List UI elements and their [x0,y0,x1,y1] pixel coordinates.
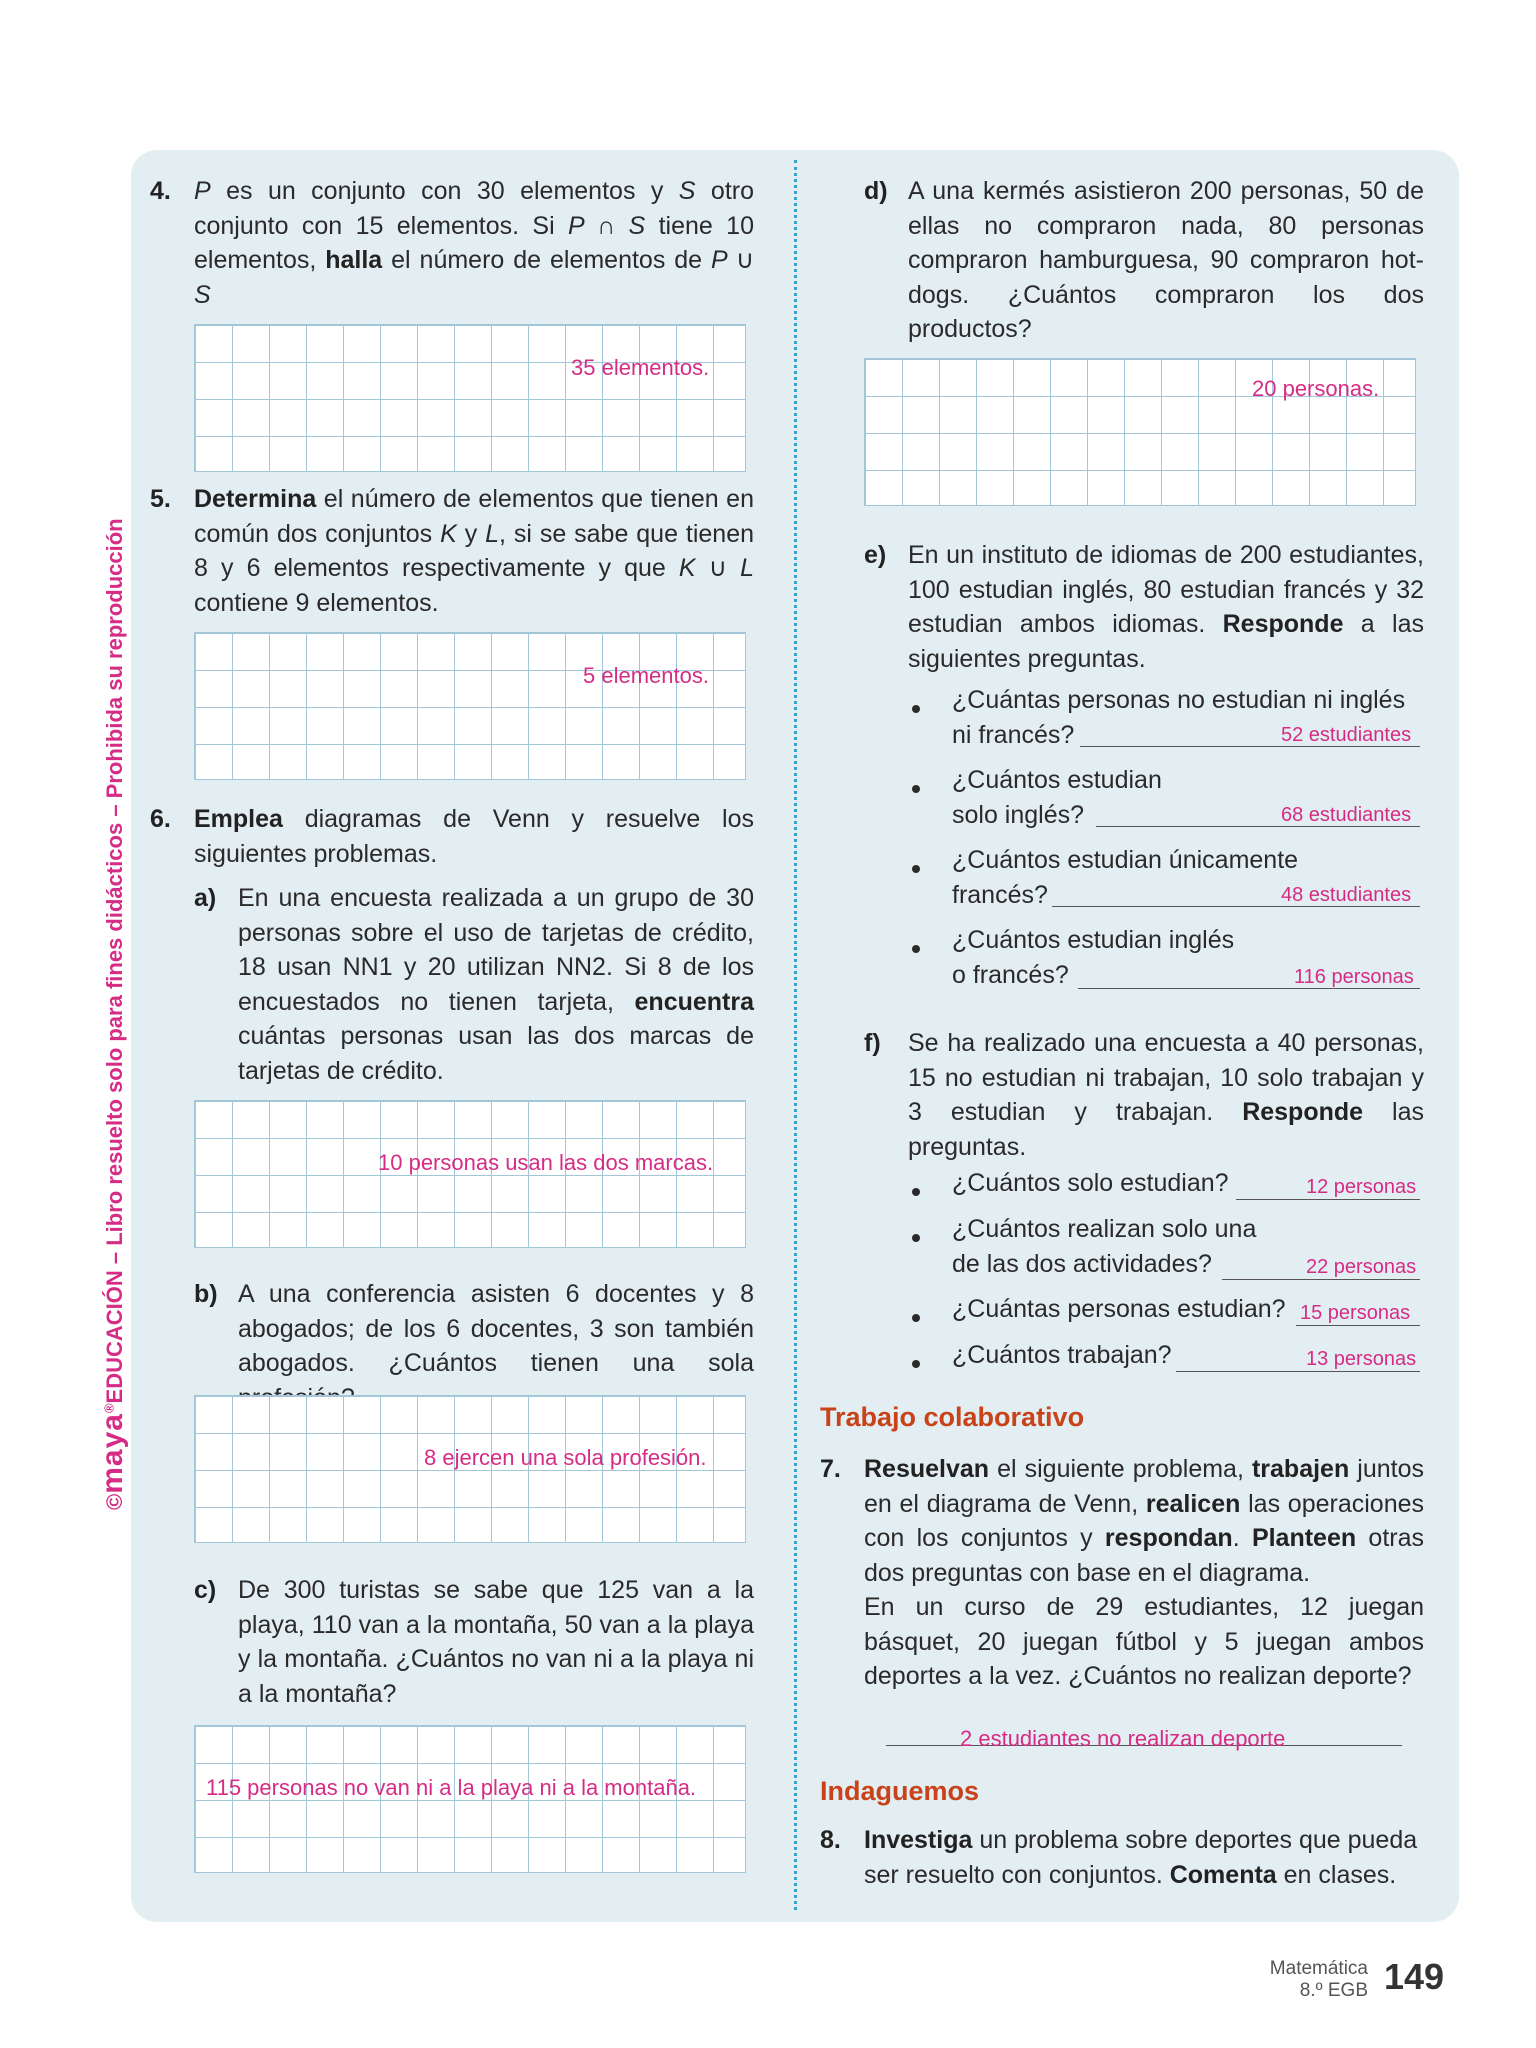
answer-q6b: 8 ejercen una sola profesión. [424,1445,707,1470]
action-verb: Responde [1242,1098,1364,1126]
e-item-1-answer: 52 estudiantes [1281,724,1412,746]
column-divider [794,160,797,1910]
subquestion-e-label: e) [864,541,887,569]
answer-q7: 2 estudiantes no realizan deporte [960,1726,1286,1751]
registered-mark: ® [101,1403,117,1414]
f-item-2-question: ¿Cuántos realizan solo una de las dos actividades? [952,1215,1257,1278]
subquestion-c-label: c) [194,1576,217,1604]
copyright-text: EDUCACIÓN – Libro resuelto solo para fines didácticos – Prohibida su reproducción [102,518,127,1404]
f-item-4-question: ¿Cuántos trabajan? [952,1341,1172,1369]
e-item-4-question: ¿Cuántos estudian inglés o francés? [952,926,1235,989]
f-item-4-answer: 13 personas [1306,1348,1417,1370]
answer-q6c: 115 personas no van ni a la playa ni a la montaña. [206,1775,697,1800]
footer-subject: Matemática 8.º EGB [1269,1958,1368,2001]
bullet-dot [912,705,920,713]
inquire-heading: Indaguemos [820,1776,980,1806]
question-4-text: P es un conjunto con 30 elementos y S otro conjunto con 15 elementos. Si P ∩ S tiene 10 elementos, halla el número de elementos de P ∪ S [194,177,754,309]
f-item-3-answer: 15 personas [1300,1302,1411,1324]
answer-line[interactable] [1222,1279,1420,1280]
bullet-dot [912,1314,920,1322]
collaborative-heading: Trabajo colaborativo [820,1402,1085,1432]
e-item-3-answer: 48 estudiantes [1281,884,1412,906]
e-item-4-answer: 116 personas [1294,966,1414,988]
answer-q4: 35 elementos. [571,355,710,380]
answer-q6d: 20 personas. [1252,376,1380,401]
f-item-2-answer: 22 personas [1306,1256,1417,1278]
answer-line[interactable] [1236,1199,1420,1200]
answer-q6a: 10 personas usan las dos marcas. [378,1150,714,1175]
question-7-text: Resuelvan el siguiente problema, trabajen juntos en el diagrama de Venn, realicen las operaciones con los conjuntos y respondan. Planteen otras dos preguntas con base en el diagrama. En un curso de 29 estudiantes, 12 juegan básquet, 20 juegan fútbol y 5 juegan ambos deportes a la vez. ¿Cuántos no realizan deporte? [864,1452,1424,1694]
question-6-number: 6. [150,805,171,833]
copyright-sidebar [96,518,130,1510]
answer-grid-q4[interactable] [194,324,746,472]
action-verb: encuentra [634,987,754,1016]
e-item-2-answer: 68 estudiantes [1281,804,1412,826]
subquestion-b-text: A una conferencia asisten 6 docentes y 8 abogados; de los 6 docentes, 3 son también abogados. ¿Cuántos tienen una sola [238,1280,754,1377]
subquestion-d-label: d) [864,177,888,205]
action-verb: halla [325,246,383,274]
question-5-text: Determina el número de elementos que tienen en común dos conjuntos K y L, si se sabe que tienen 8 y 6 elementos respectivamente y que K ∪ L contiene 9 elementos. [194,485,754,617]
intersection-expr: P ∩ S [568,211,646,240]
bullet-dot [912,785,920,793]
brand-logo: maya [96,1413,129,1494]
answer-line[interactable] [1176,1371,1420,1372]
answer-line[interactable] [1296,1325,1420,1326]
union-expr: K ∪ L [678,554,754,582]
subquestion-c-text: De 300 turistas se sabe que 125 van a la playa, 110 van a la montaña, 50 van a la playa y la montaña. ¿Cuántos no van ni a la playa ni a la montaña? [238,1576,754,1708]
bullet-dot [912,1360,920,1368]
f-item-1-answer: 12 personas [1306,1176,1417,1198]
question-4-number: 4. [150,177,171,205]
f-item-1-question: ¿Cuántos solo estudian? [952,1169,1229,1197]
question-8-text: Investiga un problema sobre deportes que pueda ser resuelto con conjuntos. Comenta en clases. [864,1826,1418,1889]
subquestion-f-text: Se ha realizado una encuesta a 40 personas, 15 no estudian ni trabajan, 10 solo trabajan y 3 estudian y trabajan. Responde las preguntas. [908,1029,1424,1161]
subquestion-a-text: En una encuesta realizada a un grupo de 30 personas sobre el uso de tarjetas de crédito, 18 usan NN1 y 20 utilizan NN2. Si 8 de los encuestados no tienen tarjeta, encuentra cuántas personas usan las dos marcas de tarjetas de crédito. [238,884,754,1085]
set-s: S [678,177,696,205]
f-item-3-question: ¿Cuántas personas estudian? [952,1295,1286,1323]
subquestion-b-label: b) [194,1280,218,1308]
bullet-dot [912,865,920,873]
copyright-symbol: © [102,1493,127,1510]
union-expr: P ∪ S [194,246,754,309]
bullet-dot [912,1234,920,1242]
bullet-dot [912,1188,920,1196]
question-6-text: Emplea diagramas de Venn y resuelve los siguientes problemas. [194,805,754,868]
bullet-dot [912,945,920,953]
action-verb: Determina [194,485,317,513]
subquestion-d-text: A una kermés asistieron 200 personas, 50 de ellas no compraron nada, 80 personas compraron hamburguesa, 90 compraron hot-dogs. ¿Cuántos compraron los dos productos? [908,177,1424,343]
question-8-number: 8. [820,1826,841,1854]
subquestion-f-label: f) [864,1029,881,1057]
action-verb: Responde [1222,610,1344,638]
e-item-2-question: ¿Cuántos estudian solo inglés? [952,766,1162,829]
question-5-number: 5. [150,485,171,513]
answer-q5: 5 elementos. [583,663,709,688]
answer-grid-q5[interactable] [194,632,746,780]
action-verb: Emplea [194,805,283,833]
subquestion-a-label: a) [194,884,217,912]
e-item-3-question: ¿Cuántos estudian únicamente francés? [952,846,1299,909]
question-7-problem: En un curso de 29 estudiantes, 12 juegan básquet, 20 juegan fútbol y 5 juegan ambos deportes a la vez. ¿Cuántos no realizan deporte? [864,1593,1424,1690]
page-number: 149 [1384,1956,1445,1997]
question-7-number: 7. [820,1455,841,1483]
subquestion-e-text: En un instituto de idiomas de 200 estudiantes, 100 estudian inglés, 80 estudian francés y 32 estudian ambos idiomas. Responde a las siguientes preguntas. [908,541,1424,673]
set-p: P [194,177,211,205]
e-item-1-question: ¿Cuántas personas no estudian ni inglés ni francés? [952,686,1406,749]
